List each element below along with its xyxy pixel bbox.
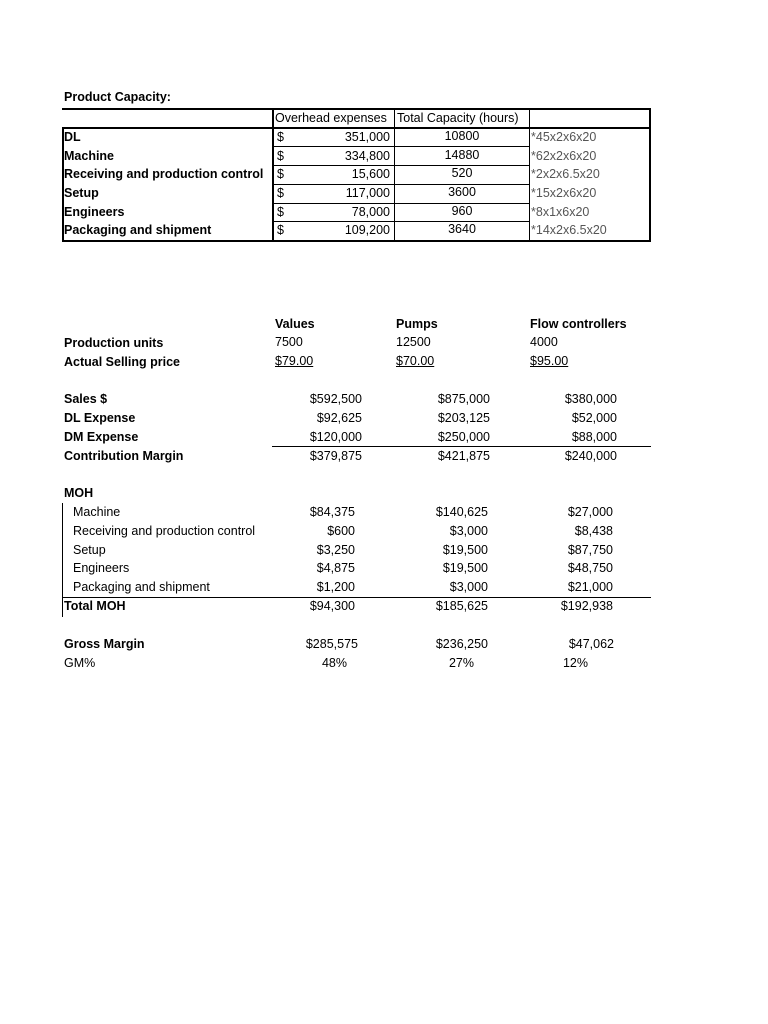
sales-value: $380,000 [564, 392, 617, 406]
capacity-row-capacity: 3600 [448, 185, 476, 199]
moh-row-value: $19,500 [442, 561, 488, 575]
gm-percent-label: GM% [64, 656, 96, 670]
production-units-value: 4000 [530, 335, 558, 349]
capacity-row-label: Engineers [64, 205, 125, 219]
capacity-row-label: DL [64, 130, 81, 144]
gm-percent-value: 48% [321, 656, 347, 670]
total-moh-label: Total MOH [64, 599, 126, 613]
contribution-margin-value: $421,875 [437, 449, 490, 463]
moh-row-value: $21,000 [567, 580, 613, 594]
capacity-row-label: Setup [64, 186, 99, 200]
dm-expense-label: DM Expense [64, 430, 139, 444]
capacity-row-capacity: 3640 [448, 222, 476, 236]
moh-row-value: $84,375 [309, 505, 355, 519]
gross-margin-label: Gross Margin [64, 637, 145, 651]
dm-expense-value: $88,000 [571, 430, 617, 444]
capacity-right-border [649, 108, 651, 242]
dl-expense-label: DL Expense [64, 411, 136, 425]
moh-row-value: $4,875 [316, 561, 355, 575]
capacity-row-label: Packaging and shipment [64, 223, 212, 237]
sales-label: Sales $ [64, 392, 108, 406]
moh-row-value: $19,500 [442, 543, 488, 557]
capacity-row-note: *8x1x6x20 [531, 205, 590, 219]
product-header-pumps: Pumps [396, 317, 438, 331]
selling-price-value: $79.00 [275, 354, 314, 368]
production-units-value: 7500 [275, 335, 303, 349]
total-moh-value: $94,300 [309, 599, 355, 613]
contribution-margin-label: Contribution Margin [64, 449, 184, 463]
total-moh-value: $185,625 [435, 599, 488, 613]
capacity-row-note: *62x2x6x20 [531, 149, 597, 163]
product-header-flow-controllers: Flow controllers [530, 317, 627, 331]
selling-price-value: $70.00 [396, 354, 435, 368]
capacity-row-overhead: 351,000 [344, 130, 390, 144]
contribution-margin-value: $379,875 [309, 449, 362, 463]
gross-margin-value: $236,250 [435, 637, 488, 651]
moh-row-value: $87,750 [567, 543, 613, 557]
moh-title: MOH [64, 486, 94, 500]
dl-expense-value: $92,625 [316, 411, 362, 425]
capacity-header-overhead: Overhead expenses [275, 111, 387, 125]
moh-row-label: Packaging and shipment [73, 580, 210, 594]
capacity-row-overhead: 334,800 [344, 149, 390, 163]
capacity-row-overhead: 15,600 [351, 167, 390, 181]
capacity-row-overhead: 109,200 [344, 223, 390, 237]
capacity-row-label: Receiving and production control [64, 167, 264, 181]
gross-margin-value: $47,062 [568, 637, 614, 651]
sales-value: $875,000 [437, 392, 490, 406]
capacity-header-capacity: Total Capacity (hours) [397, 111, 519, 125]
gm-percent-value: 12% [562, 656, 588, 670]
product-header-values: Values [275, 317, 315, 331]
moh-row-value: $3,000 [449, 580, 488, 594]
contribution-margin-value: $240,000 [564, 449, 617, 463]
dl-expense-value: $203,125 [437, 411, 490, 425]
capacity-row-label: Machine [64, 149, 115, 163]
gross-margin-value: $285,575 [305, 637, 358, 651]
moh-row-value: $3,250 [316, 543, 355, 557]
capacity-row-overhead: 117,000 [345, 186, 390, 200]
moh-row-label: Engineers [73, 561, 130, 575]
moh-row-label: Machine [73, 505, 121, 519]
total-moh-value: $192,938 [560, 599, 613, 613]
capacity-row-note: *2x2x6.5x20 [531, 167, 600, 181]
capacity-row-currency: $ [277, 149, 284, 163]
moh-row-value: $1,200 [316, 580, 355, 594]
moh-left-border [62, 503, 63, 617]
capacity-row-note: *14x2x6.5x20 [531, 223, 607, 237]
capacity-col3-border [529, 108, 530, 242]
selling-price-value: $95.00 [530, 354, 569, 368]
capacity-row-currency: $ [277, 205, 284, 219]
sales-value: $592,500 [309, 392, 362, 406]
production-units-value: 12500 [396, 335, 431, 349]
moh-row-value: $27,000 [567, 505, 613, 519]
moh-row-value: $3,000 [449, 524, 488, 538]
moh-row-value: $140,625 [435, 505, 488, 519]
capacity-row-note: *45x2x6x20 [531, 130, 597, 144]
selling-price-label: Actual Selling price [64, 355, 181, 369]
dm-expense-value: $120,000 [309, 430, 362, 444]
capacity-bottom-border [62, 240, 651, 242]
moh-row-label: Setup [73, 543, 106, 557]
gm-percent-value: 27% [448, 656, 474, 670]
moh-row-value: $8,438 [574, 524, 613, 538]
dm-expense-value: $250,000 [437, 430, 490, 444]
capacity-row-capacity: 10800 [444, 129, 480, 143]
moh-row-label: Receiving and production control [73, 524, 256, 538]
capacity-row-currency: $ [277, 186, 284, 200]
capacity-title: Product Capacity: [64, 90, 171, 104]
dl-expense-value: $52,000 [571, 411, 617, 425]
capacity-row-currency: $ [277, 130, 284, 144]
capacity-row-capacity: 960 [451, 204, 473, 218]
capacity-row-overhead: 78,000 [351, 205, 390, 219]
capacity-row-currency: $ [277, 167, 284, 181]
capacity-row-note: *15x2x6x20 [531, 186, 597, 200]
moh-row-value: $48,750 [567, 561, 613, 575]
capacity-row-currency: $ [277, 223, 284, 237]
production-units-label: Production units [64, 336, 164, 350]
capacity-row-capacity: 520 [451, 166, 473, 180]
moh-row-value: $600 [327, 524, 355, 538]
capacity-row-capacity: 14880 [444, 148, 480, 162]
